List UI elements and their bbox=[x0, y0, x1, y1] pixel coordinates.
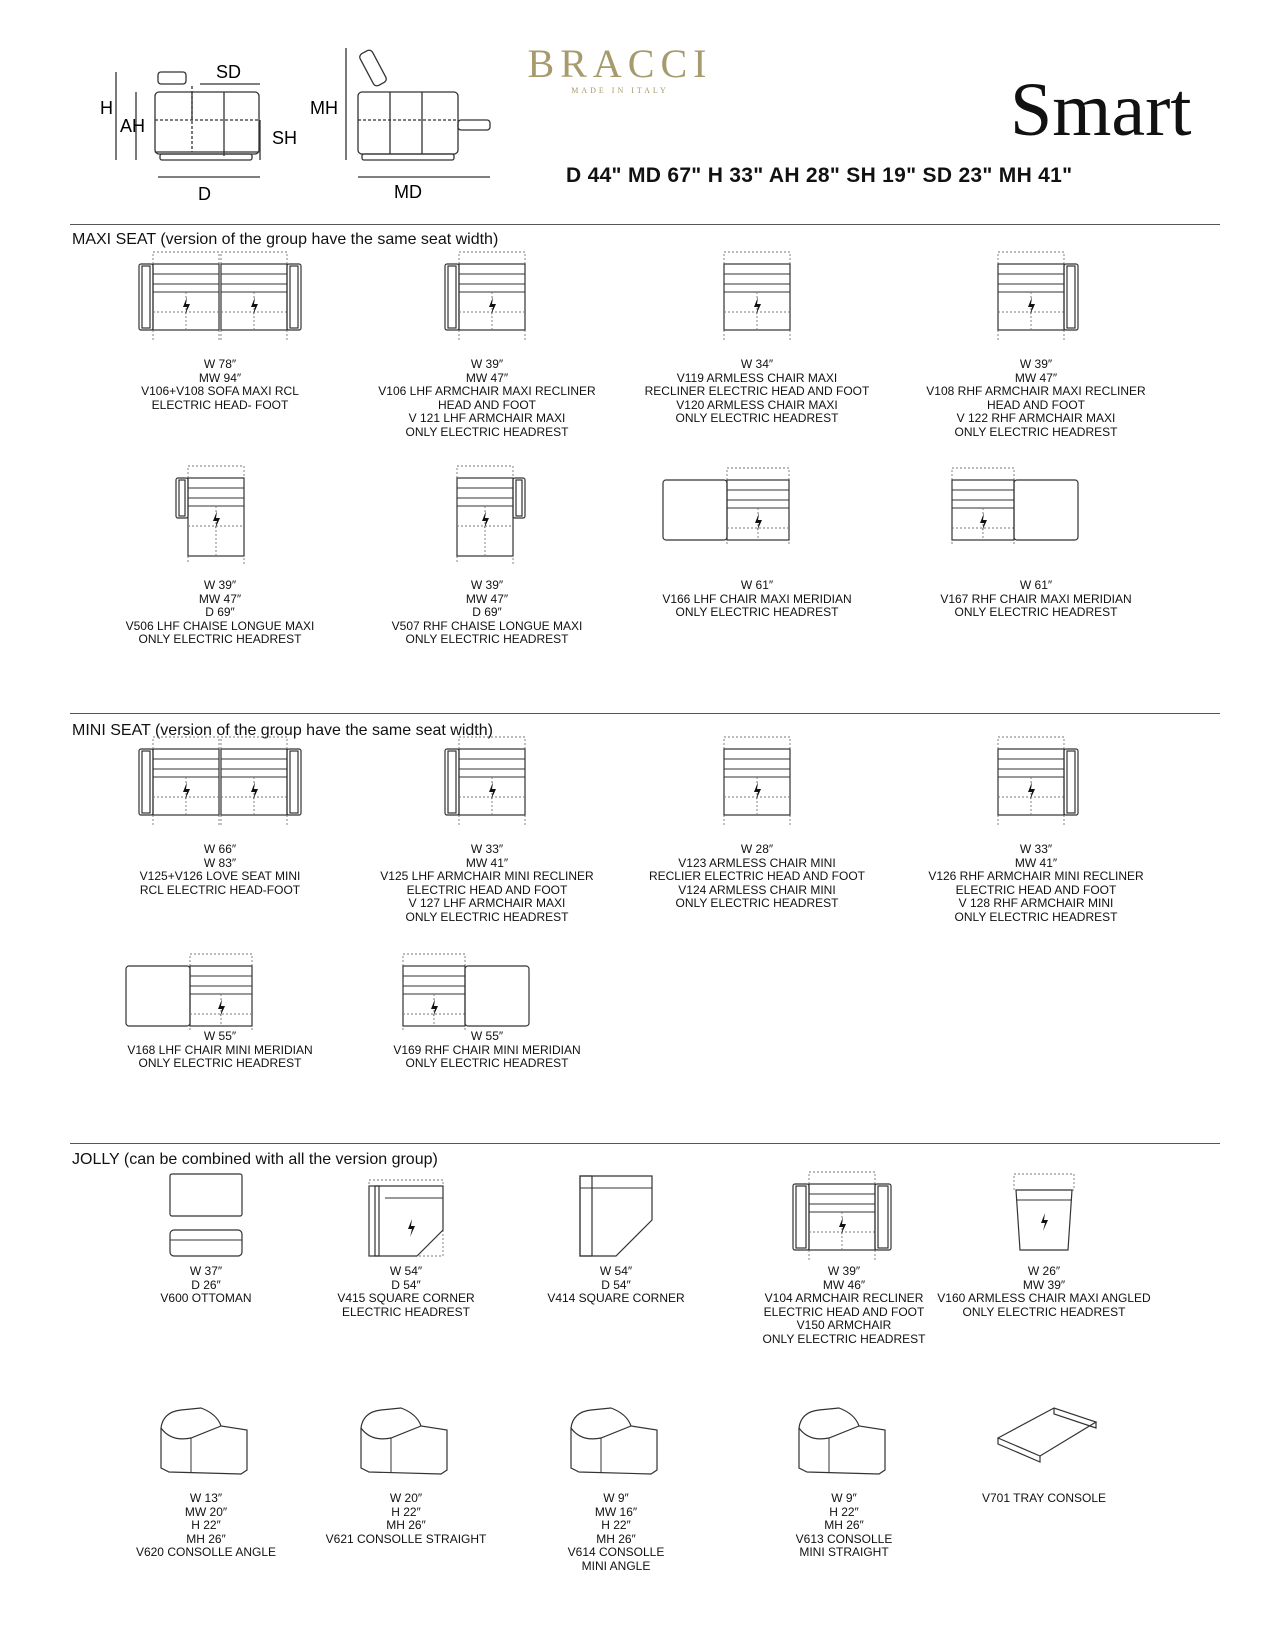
caption-line: W 37″ bbox=[189, 1264, 223, 1278]
caption-line: D 69″ bbox=[472, 605, 502, 620]
product-card bbox=[90, 464, 350, 647]
caption-line: MINI ANGLE bbox=[581, 1558, 651, 1573]
caption-line: MW 47″ bbox=[465, 370, 509, 385]
caption-line: V169 RHF CHAIR MINI MERIDIAN bbox=[393, 1042, 581, 1057]
product-caption bbox=[357, 843, 617, 925]
product-caption bbox=[90, 843, 350, 897]
product-card bbox=[357, 250, 617, 440]
caption-line: V614 CONSOLLE bbox=[567, 1545, 665, 1560]
caption-line: V620 CONSOLLE ANGLE bbox=[135, 1545, 277, 1560]
caption-line: D 26″ bbox=[191, 1277, 221, 1292]
caption-line: V506 LHF CHAISE LONGUE MAXI bbox=[125, 618, 315, 633]
product-caption bbox=[90, 579, 350, 647]
caption-line: MW 46″ bbox=[822, 1277, 866, 1292]
product-card bbox=[90, 950, 350, 1071]
product-caption bbox=[627, 358, 887, 426]
caption-line: W 28″ bbox=[740, 842, 774, 856]
d-label: D bbox=[198, 184, 211, 204]
product-caption bbox=[90, 1030, 350, 1071]
product-card bbox=[914, 1398, 1174, 1506]
caption-line: MW 41″ bbox=[1014, 855, 1058, 870]
product-caption bbox=[627, 843, 887, 911]
product-drawing bbox=[90, 464, 350, 579]
caption-line: V166 LHF CHAIR MAXI MERIDIAN bbox=[662, 591, 852, 606]
caption-line: W 39″ bbox=[1019, 357, 1053, 371]
caption-line: ELECTRIC HEAD AND FOOT bbox=[955, 882, 1117, 897]
mh-label: MH bbox=[310, 98, 338, 118]
caption-line: W 54″ bbox=[599, 1264, 633, 1278]
caption-line: H 22″ bbox=[601, 1518, 631, 1533]
product-card bbox=[357, 735, 617, 925]
caption-line: W 13″ bbox=[189, 1491, 223, 1505]
page-title: Smart bbox=[1010, 68, 1192, 152]
caption-line: ONLY ELECTRIC HEADREST bbox=[675, 896, 839, 911]
caption-line: ONLY ELECTRIC HEADREST bbox=[405, 424, 569, 439]
product-drawing bbox=[357, 950, 617, 1030]
caption-line: W 20″ bbox=[389, 1491, 423, 1505]
product-card bbox=[627, 250, 887, 426]
caption-line: ONLY ELECTRIC HEADREST bbox=[954, 424, 1118, 439]
caption-line: ONLY ELECTRIC HEADREST bbox=[405, 1056, 569, 1071]
caption-line: ONLY ELECTRIC HEADREST bbox=[138, 632, 302, 647]
caption-line: ONLY ELECTRIC HEADREST bbox=[405, 632, 569, 647]
caption-line: ONLY ELECTRIC HEADREST bbox=[962, 1304, 1126, 1319]
caption-line: V621 CONSOLLE STRAIGHT bbox=[325, 1531, 487, 1546]
caption-line: W 61″ bbox=[1019, 578, 1053, 592]
product-card bbox=[906, 250, 1166, 440]
md-label: MD bbox=[394, 182, 422, 202]
caption-line: MW 20″ bbox=[184, 1504, 228, 1519]
caption-line: MW 41″ bbox=[465, 855, 509, 870]
caption-line: MH 26″ bbox=[386, 1518, 426, 1533]
product-card bbox=[357, 950, 617, 1071]
product-caption bbox=[914, 1492, 1174, 1506]
product-drawing bbox=[914, 1170, 1174, 1265]
product-drawing bbox=[486, 1398, 746, 1492]
caption-line: V125 LHF ARMCHAIR MINI RECLINER bbox=[380, 869, 594, 884]
caption-line: W 39″ bbox=[827, 1264, 861, 1278]
section-maxi-title: MAXI SEAT (version of the group have the same seat width) bbox=[72, 231, 499, 248]
caption-line: HEAD AND FOOT bbox=[437, 397, 536, 412]
caption-line: W 33″ bbox=[470, 842, 504, 856]
caption-line: D 54″ bbox=[391, 1277, 421, 1292]
product-drawing bbox=[90, 250, 350, 358]
product-caption bbox=[357, 579, 617, 647]
product-card bbox=[627, 464, 887, 620]
product-card bbox=[906, 464, 1166, 620]
caption-line: V600 OTTOMAN bbox=[160, 1291, 252, 1306]
product-card bbox=[357, 464, 617, 647]
caption-line: W 66″ bbox=[203, 842, 237, 856]
product-caption bbox=[357, 1030, 617, 1071]
product-caption bbox=[486, 1492, 746, 1574]
caption-line: MW 47″ bbox=[1014, 370, 1058, 385]
caption-line: V125+V126 LOVE SEAT MINI bbox=[139, 869, 301, 884]
caption-line: MW 47″ bbox=[198, 591, 242, 606]
caption-line: V126 RHF ARMCHAIR MINI RECLINER bbox=[928, 869, 1144, 884]
caption-line: ONLY ELECTRIC HEADREST bbox=[675, 411, 839, 426]
caption-line: HEAD AND FOOT bbox=[986, 397, 1085, 412]
caption-line: V123 ARMLESS CHAIR MINI bbox=[678, 855, 836, 870]
product-caption bbox=[90, 358, 350, 412]
caption-line: V124 ARMLESS CHAIR MINI bbox=[678, 882, 836, 897]
caption-line: W 39″ bbox=[203, 578, 237, 592]
dimension-diagram bbox=[100, 40, 540, 220]
caption-line: V120 ARMLESS CHAIR MAXI bbox=[676, 397, 838, 412]
caption-line: ELECTRIC HEAD AND FOOT bbox=[406, 882, 568, 897]
product-card bbox=[90, 250, 350, 412]
caption-line: ELECTRIC HEAD- FOOT bbox=[151, 397, 289, 412]
divider bbox=[70, 224, 1220, 225]
product-caption bbox=[627, 579, 887, 620]
brand-name: BRACCI bbox=[527, 41, 713, 86]
product-drawing bbox=[90, 950, 350, 1030]
caption-line: MH 26″ bbox=[186, 1531, 226, 1546]
caption-line: ONLY ELECTRIC HEADREST bbox=[675, 605, 839, 620]
product-card bbox=[486, 1398, 746, 1574]
caption-line: V507 RHF CHAISE LONGUE MAXI bbox=[391, 618, 583, 633]
caption-line: ONLY ELECTRIC HEADREST bbox=[954, 909, 1118, 924]
product-card bbox=[914, 1170, 1174, 1319]
caption-line: MINI STRAIGHT bbox=[799, 1545, 889, 1560]
caption-line: MW 94″ bbox=[198, 370, 242, 385]
caption-line: V 121 LHF ARMCHAIR MAXI bbox=[408, 411, 566, 426]
product-caption bbox=[906, 843, 1166, 925]
product-card bbox=[486, 1170, 746, 1306]
caption-line: H 22″ bbox=[191, 1518, 221, 1533]
caption-line: V 122 RHF ARMCHAIR MAXI bbox=[956, 411, 1116, 426]
caption-line: ONLY ELECTRIC HEADREST bbox=[954, 605, 1118, 620]
product-drawing bbox=[906, 464, 1166, 579]
product-caption bbox=[906, 579, 1166, 620]
caption-line: W 34″ bbox=[740, 357, 774, 371]
caption-line: V160 ARMLESS CHAIR MAXI ANGLED bbox=[937, 1291, 1151, 1306]
caption-line: H 22″ bbox=[391, 1504, 421, 1519]
caption-line: MW 47″ bbox=[465, 591, 509, 606]
caption-line: W 55″ bbox=[203, 1029, 237, 1043]
product-drawing bbox=[357, 464, 617, 579]
product-drawing bbox=[486, 1170, 746, 1265]
caption-line: D 54″ bbox=[601, 1277, 631, 1292]
caption-line: V104 ARMCHAIR RECLINER bbox=[764, 1291, 924, 1306]
sd-label: SD bbox=[216, 62, 242, 82]
caption-line: W 39″ bbox=[470, 578, 504, 592]
caption-line: ONLY ELECTRIC HEADREST bbox=[405, 909, 569, 924]
caption-line: V168 LHF CHAIR MINI MERIDIAN bbox=[127, 1042, 313, 1057]
caption-line: W 78″ bbox=[203, 357, 237, 371]
product-drawing bbox=[914, 1398, 1174, 1492]
caption-line: H 22″ bbox=[829, 1504, 859, 1519]
caption-line: W 39″ bbox=[470, 357, 504, 371]
caption-line: ELECTRIC HEADREST bbox=[341, 1304, 471, 1319]
caption-line: V613 CONSOLLE bbox=[795, 1531, 893, 1546]
product-drawing bbox=[627, 464, 887, 579]
caption-line: RECLINER ELECTRIC HEAD AND FOOT bbox=[644, 384, 870, 399]
caption-line: V106 LHF ARMCHAIR MAXI RECLINER bbox=[378, 384, 596, 399]
caption-line: W 54″ bbox=[389, 1264, 423, 1278]
caption-line: W 26″ bbox=[1027, 1264, 1061, 1278]
caption-line: ELECTRIC HEAD AND FOOT bbox=[763, 1304, 925, 1319]
product-caption bbox=[914, 1265, 1174, 1319]
sh-label: SH bbox=[272, 128, 298, 148]
caption-line: MW 39″ bbox=[1022, 1277, 1066, 1292]
caption-line: W 9″ bbox=[831, 1491, 857, 1505]
product-caption bbox=[486, 1265, 746, 1306]
caption-line: W 61″ bbox=[740, 578, 774, 592]
caption-line: V108 RHF ARMCHAIR MAXI RECLINER bbox=[926, 384, 1146, 399]
caption-line: ONLY ELECTRIC HEADREST bbox=[762, 1331, 926, 1346]
product-drawing bbox=[627, 735, 887, 843]
caption-line: V150 ARMCHAIR bbox=[796, 1318, 892, 1333]
caption-line: W 33″ bbox=[1019, 842, 1053, 856]
h-label: H bbox=[100, 98, 113, 118]
caption-line: V119 ARMLESS CHAIR MAXI bbox=[676, 370, 838, 385]
section-jolly-title: JOLLY (can be combined with all the version group) bbox=[72, 1151, 438, 1168]
caption-line: V 128 RHF ARMCHAIR MINI bbox=[958, 896, 1114, 911]
caption-line: MH 26″ bbox=[596, 1531, 636, 1546]
caption-line: V415 SQUARE CORNER bbox=[337, 1291, 475, 1306]
caption-line: ONLY ELECTRIC HEADREST bbox=[138, 1056, 302, 1071]
caption-line: W 55″ bbox=[470, 1029, 504, 1043]
product-caption bbox=[357, 358, 617, 440]
ah-label: AH bbox=[120, 116, 146, 136]
caption-line: V106+V108 SOFA MAXI RCL bbox=[141, 384, 299, 399]
dimensions-line: D 44" MD 67" H 33" AH 28" SH 19" SD 23" MH 41" bbox=[566, 164, 1073, 187]
divider bbox=[70, 1143, 1220, 1144]
caption-line: MH 26″ bbox=[824, 1518, 864, 1533]
caption-line: MW 16″ bbox=[594, 1504, 638, 1519]
caption-line: RECLIER ELECTRIC HEAD AND FOOT bbox=[648, 869, 866, 884]
brand-logo bbox=[510, 41, 730, 95]
product-drawing bbox=[906, 735, 1166, 843]
product-caption bbox=[906, 358, 1166, 440]
product-card bbox=[90, 735, 350, 897]
product-drawing bbox=[906, 250, 1166, 358]
product-drawing bbox=[627, 250, 887, 358]
caption-line: V701 TRAY CONSOLE bbox=[981, 1491, 1107, 1505]
product-card bbox=[906, 735, 1166, 925]
product-drawing bbox=[357, 735, 617, 843]
caption-line: W 83″ bbox=[203, 855, 237, 870]
divider bbox=[70, 713, 1220, 714]
section-mini-title: MINI SEAT (version of the group have the same seat width) bbox=[72, 722, 493, 739]
caption-line: V 127 LHF ARMCHAIR MAXI bbox=[408, 896, 566, 911]
product-drawing bbox=[90, 735, 350, 843]
caption-line: D 69″ bbox=[205, 605, 235, 620]
caption-line: RCL ELECTRIC HEAD-FOOT bbox=[139, 882, 301, 897]
caption-line: W 9″ bbox=[603, 1491, 629, 1505]
caption-line: V167 RHF CHAIR MAXI MERIDIAN bbox=[940, 591, 1132, 606]
brand-tagline: MADE IN ITALY bbox=[571, 86, 669, 95]
caption-line: V414 SQUARE CORNER bbox=[547, 1291, 685, 1306]
product-card bbox=[627, 735, 887, 911]
product-drawing bbox=[357, 250, 617, 358]
